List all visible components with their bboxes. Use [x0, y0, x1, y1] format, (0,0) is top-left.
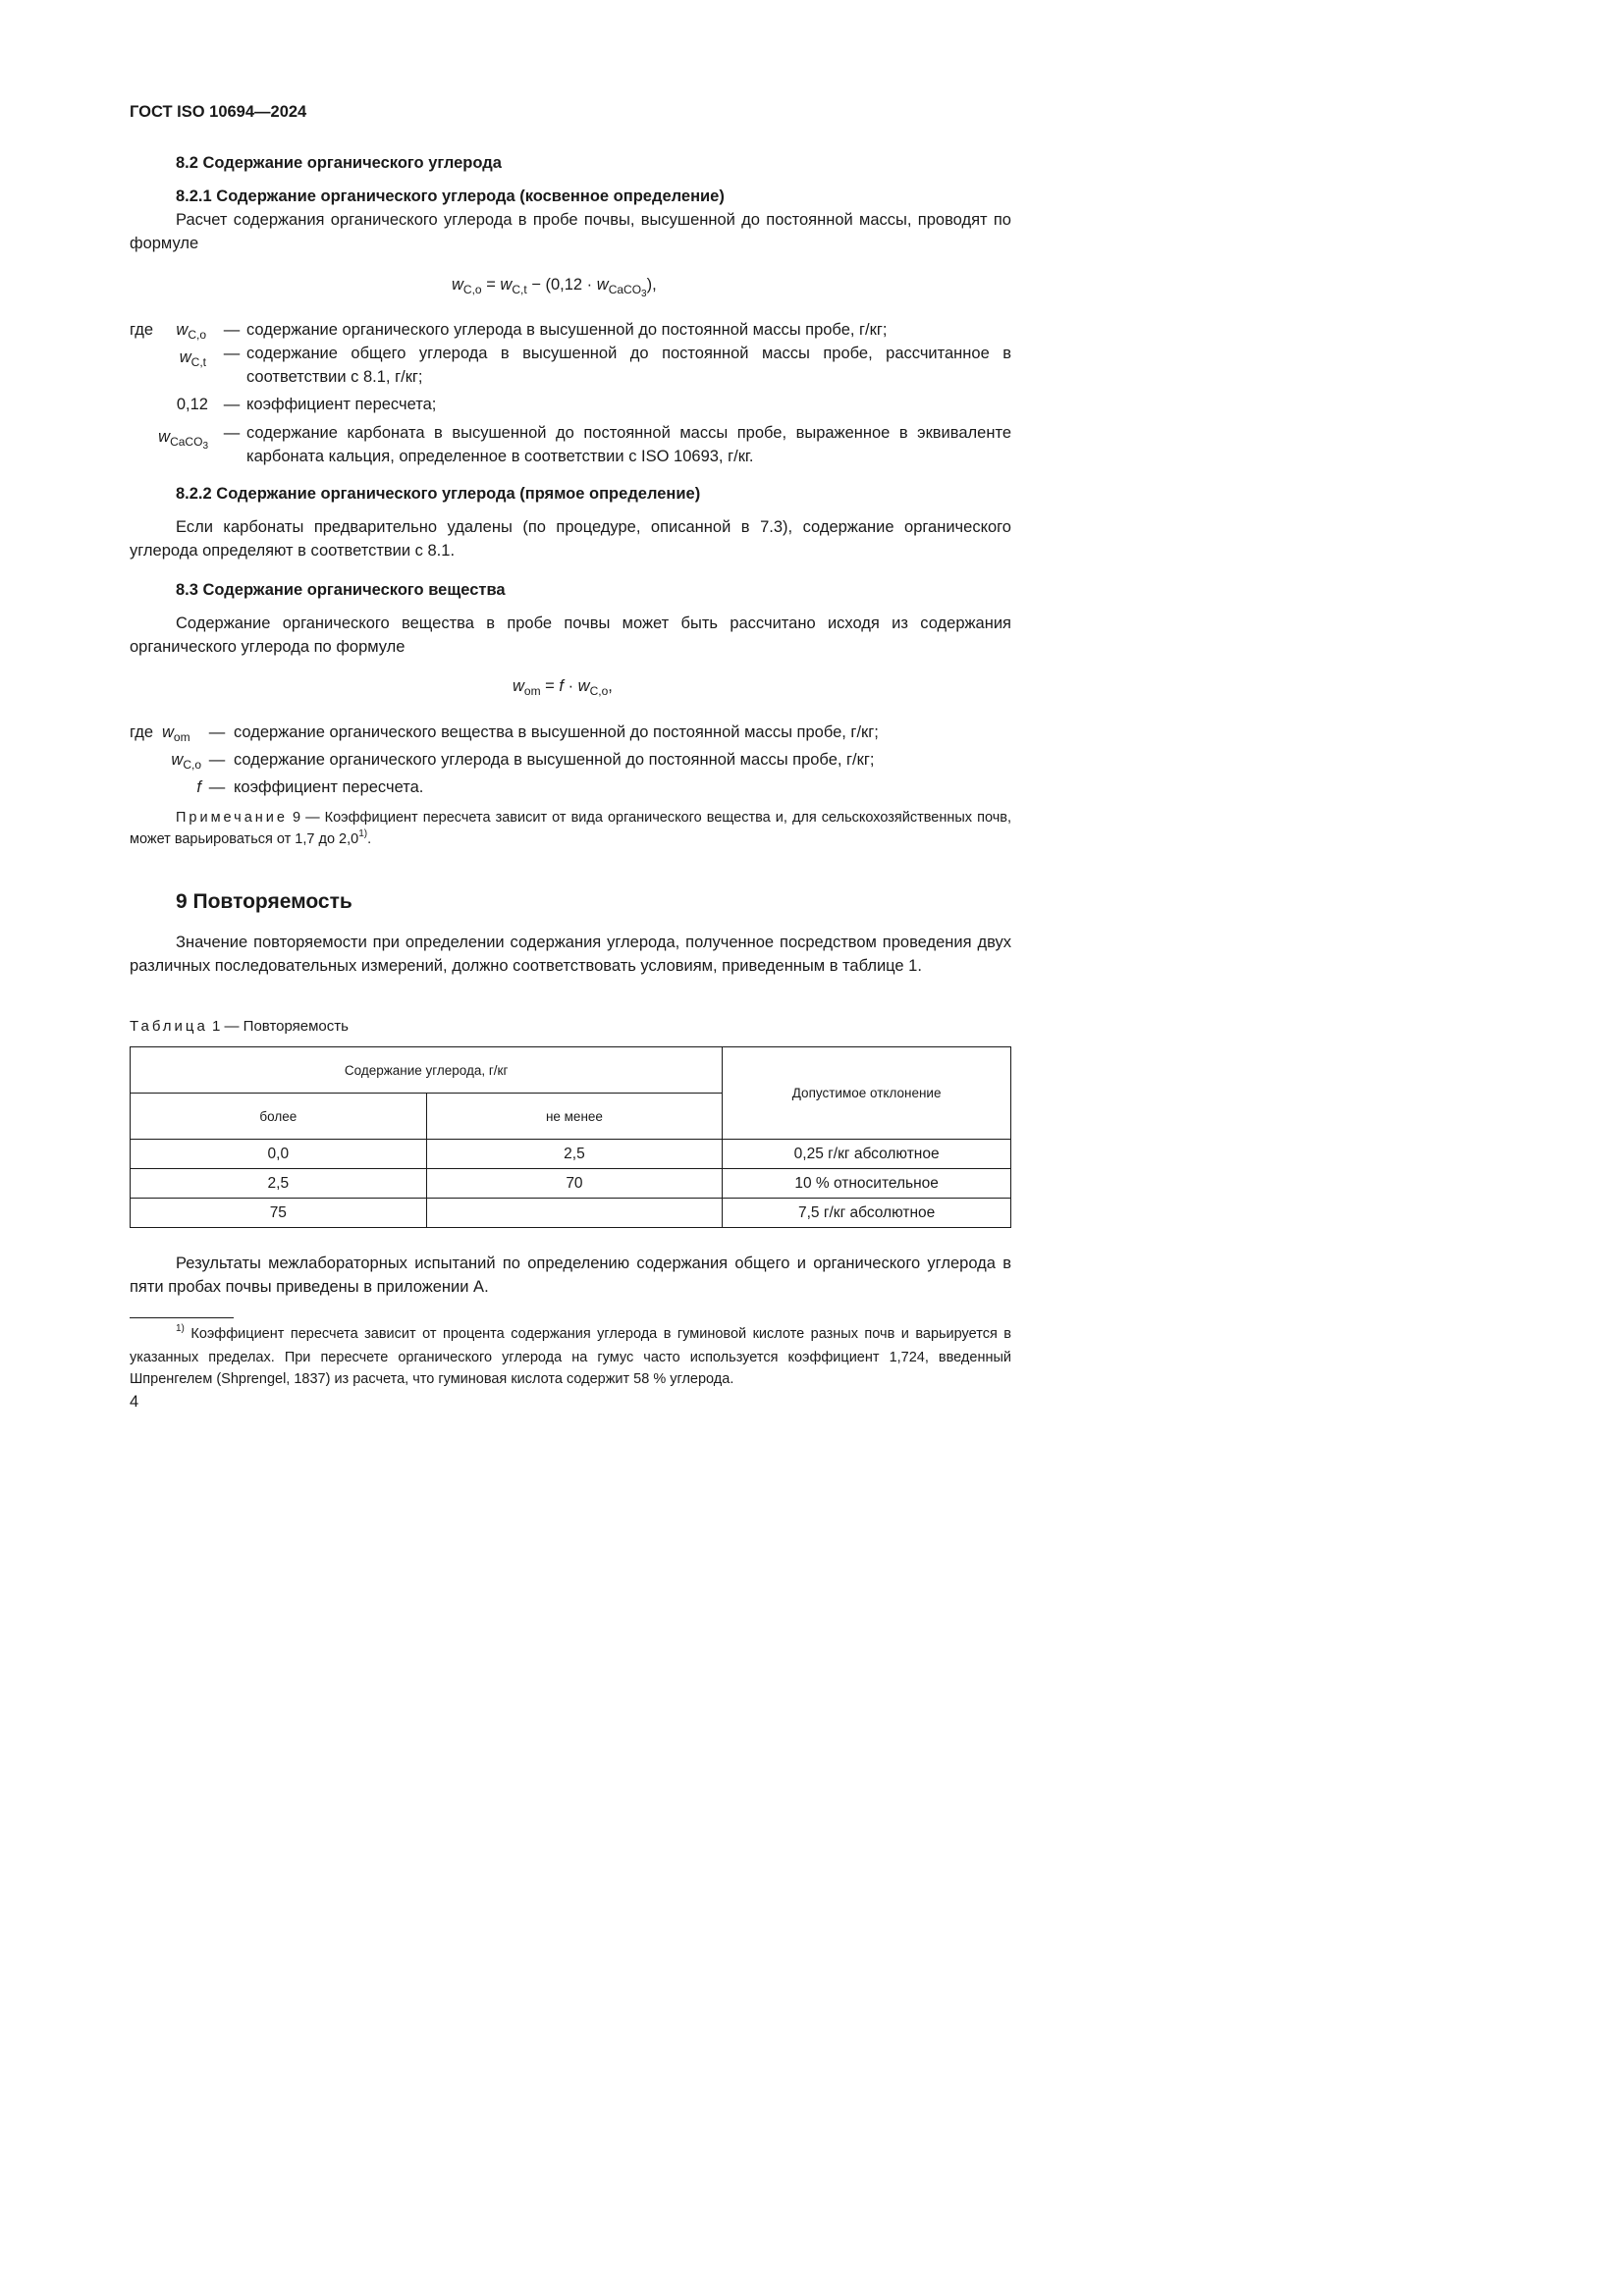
symbol-letter: w [179, 348, 191, 366]
footnote [130, 1323, 1011, 1390]
table-row [131, 1199, 1011, 1228]
footnote-rule [130, 1317, 234, 1318]
formula-subscript-index: 3 [641, 289, 647, 299]
formula-subscript: C,o [462, 283, 482, 296]
table-caption-label: Таблица [130, 1018, 208, 1035]
formula-symbol: w [452, 276, 463, 294]
section-heading-8-3: 8.3 Содержание органического вещества [176, 581, 506, 599]
table-header-not-less: не менее [426, 1094, 723, 1140]
symbol-letter: w [162, 723, 174, 741]
paragraph-9: Значение повторяемости при определении содержания углерода, полученное посредством проведения двух различных последовательных измерений, должно соответствовать условиям, приведенным в таблице 1. [130, 934, 1011, 975]
subsection-heading-8-2-2: 8.2.2 Содержание органического углерода (прямое определение) [176, 485, 701, 503]
table-caption-text: 1 — Повторяемость [212, 1018, 349, 1035]
paragraph-8-2-1: Расчет содержания органического углерода в пробе почвы, высушенной до постоянной массы, проводят по формуле [130, 211, 1011, 252]
page-number: 4 [130, 1393, 139, 1411]
table-cell: 0,0 [131, 1140, 427, 1169]
repeatability-table [130, 1046, 1011, 1228]
definition-dash: — [208, 723, 226, 741]
formula-symbol: w [513, 677, 524, 695]
footnote-mark: 1) [176, 1323, 185, 1334]
section-heading-9: 9 Повторяемость [176, 890, 352, 913]
formula-symbol: f [559, 677, 564, 695]
formula-subscript: C,t [512, 283, 527, 296]
definition-symbol [147, 748, 201, 773]
document-header: ГОСТ ISO 10694—2024 [130, 103, 307, 121]
subsection-heading-8-2-1: 8.2.1 Содержание органического углерода (косвенное определение) [176, 187, 725, 205]
note-text: 9 — Коэффициент пересчета зависит от вида органического вещества и, для сельскохозяйственных почв, может варьироваться от 1,7 до 2,0 [130, 810, 1011, 847]
formula-operator: − (0,12 · [526, 276, 597, 294]
symbol-letter: w [158, 428, 171, 446]
formula-symbol: w [500, 276, 513, 294]
table-row [131, 1169, 1011, 1199]
formula-symbol: w [596, 276, 609, 294]
note-end: . [367, 831, 372, 847]
formula-subscript: C,o [589, 684, 609, 698]
definition-symbol [147, 346, 206, 370]
definition-text: содержание карбоната в высушенной до постоянной массы пробе, выраженное в эквиваленте карбоната кальция, определенное в соответствии с ISO 10693, г/кг. [246, 424, 1011, 465]
symbol-letter: w [176, 321, 189, 339]
definition-symbol: f [196, 778, 201, 796]
definition-text: содержание органического углерода в высушенной до постоянной массы пробе, г/кг; [234, 751, 875, 769]
definition-symbol [162, 721, 190, 745]
table-cell: 10 % относительное [723, 1169, 1011, 1199]
formula-organic-matter [513, 674, 613, 699]
definition-symbol [157, 318, 206, 343]
table-header-more: более [131, 1094, 427, 1140]
formula-organic-carbon [452, 273, 657, 299]
table-row [131, 1140, 1011, 1169]
table-caption [130, 1016, 349, 1038]
table-header-deviation: Допустимое отклонение [723, 1047, 1011, 1140]
definition-text: коэффициент пересчета. [234, 778, 424, 796]
paragraph-8-3: Содержание органического вещества в пробе почвы может быть рассчитано исходя из содержания органического углерода по формуле [130, 614, 1011, 656]
formula-operator: · [564, 677, 578, 695]
formula-symbol: w [577, 677, 590, 695]
footnote-text: Коэффициент пересчета зависит от процента содержания углерода в гуминовой кислоте разных почв и варьируется в указанных пределах. При пересчете органического углерода на гумус часто используется коэффициент 1,724, введенный Шпренгелем (Shprengel, 1837) из расчета, что гуминовая кислота содержит 58 % углерода. [130, 1326, 1011, 1387]
formula-subscript: om [523, 684, 541, 698]
table-cell: 7,5 г/кг абсолютное [723, 1199, 1011, 1228]
symbol-subscript: C,t [190, 355, 206, 369]
symbol-letter: w [171, 751, 184, 769]
definition-dash: — [223, 345, 241, 362]
note-9 [130, 807, 1011, 852]
table-cell: 2,5 [131, 1169, 427, 1199]
definition-symbol: 0,12 [176, 396, 208, 413]
definition-dash: — [223, 321, 241, 339]
symbol-subscript: CaCO [170, 435, 203, 449]
definition-text: содержание общего углерода в высушенной до постоянной массы пробе, рассчитанное в соответствии с 8.1, г/кг; [246, 345, 1011, 386]
definition-text: содержание органического углерода в высушенной до постоянной массы пробе, г/кг; [246, 321, 888, 339]
definition-dash: — [208, 751, 226, 769]
formula-subscript: CaCO [608, 283, 642, 296]
note-label: Примечание [176, 810, 288, 826]
symbol-subscript: C,o [188, 328, 206, 342]
formula-operator: = [540, 677, 560, 695]
definition-dash: — [208, 778, 226, 796]
definition-dash: — [223, 396, 241, 413]
where-label: где [130, 723, 154, 741]
formula-operator: , [608, 677, 613, 695]
symbol-subscript: C,o [183, 758, 201, 772]
formula-operator: = [481, 276, 501, 294]
paragraph-8-2-2: Если карбонаты предварительно удалены (по процедуре, описанной в 7.3), содержание органического углерода определяют в соответствии с 8.1. [130, 518, 1011, 560]
table-cell: 2,5 [426, 1140, 723, 1169]
definition-dash: — [223, 424, 241, 442]
definition-text: коэффициент пересчета; [246, 396, 437, 413]
definition-text: содержание органического вещества в высушенной до постоянной массы пробе, г/кг; [234, 723, 879, 741]
symbol-subscript-index: 3 [202, 441, 208, 452]
table-cell: 75 [131, 1199, 427, 1228]
footnote-ref: 1) [358, 828, 368, 839]
symbol-subscript: om [173, 730, 190, 744]
table-cell: 0,25 г/кг абсолютное [723, 1140, 1011, 1169]
formula-operator: ), [646, 276, 657, 294]
definition-symbol [137, 425, 208, 452]
section-heading-8-2: 8.2 Содержание органического углерода [176, 154, 502, 172]
table-header-carbon-content: Содержание углерода, г/кг [131, 1047, 723, 1094]
table-cell [426, 1199, 723, 1228]
paragraph-after-table: Результаты межлабораторных испытаний по определению содержания общего и органического углерода в пяти пробах почвы приведены в приложении А. [130, 1255, 1011, 1296]
where-label: где [130, 321, 154, 339]
table-cell: 70 [426, 1169, 723, 1199]
